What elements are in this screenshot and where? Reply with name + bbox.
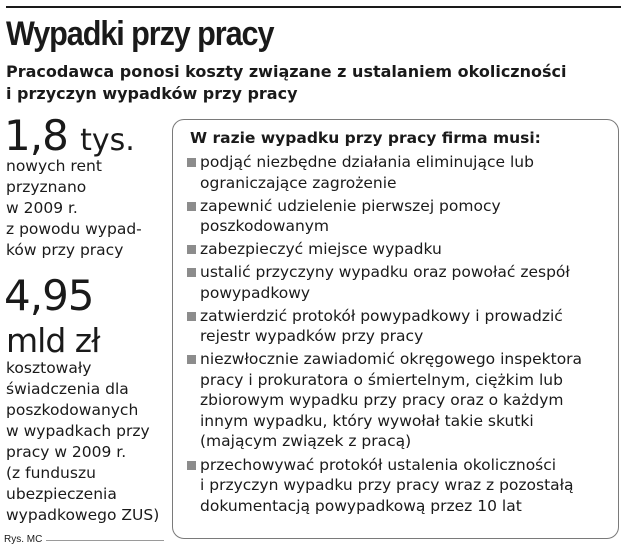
subtitle-line: i przyczyn wypadków przy pracy: [6, 84, 298, 103]
list-item: [187, 349, 612, 452]
list-item-line: rejestr wypadków przy pracy: [200, 327, 424, 346]
stat1-desc-line: z powodu wypad-: [6, 220, 142, 238]
list-item-line: dokumentacją powypadkową przez 10 lat: [200, 496, 522, 515]
stat1-desc-line: w 2009 r.: [6, 199, 78, 217]
stat2-value: 4,95: [4, 271, 94, 320]
square-bullet-icon: [187, 268, 196, 277]
list-item: [187, 152, 612, 193]
square-bullet-icon: [187, 158, 196, 167]
stat2-desc-line: poszkodowanych: [6, 401, 139, 419]
list-item-line: poszkodowanym: [200, 217, 330, 236]
list-item: [187, 306, 612, 347]
stat2-desc-line: pracy w 2009 r.: [6, 443, 127, 461]
list-item-line: (mającym związek z pracą): [200, 432, 412, 451]
stat2-description: [6, 358, 159, 526]
list-item: [187, 239, 612, 260]
subtitle: [6, 61, 566, 105]
square-bullet-icon: [187, 461, 196, 470]
stat1-value: 1,8: [4, 111, 68, 160]
page-title: Wypadki przy pracy: [6, 15, 274, 53]
list-item-line: zbiorowym wypadku przy pracy oraz o każdym: [200, 391, 564, 410]
list-item: [187, 455, 612, 517]
stat2-desc-line: w wypadkach przy: [6, 422, 150, 440]
stat2-desc-line: wypadkowego ZUS): [6, 506, 160, 524]
list-item-line: i przyczyn wypadku przy pracy wraz z pozostałą: [200, 476, 574, 495]
list-item-line: zapewnić udzielenie pierwszej pomocy: [200, 196, 501, 215]
stat2-desc-line: ubezpieczenia: [6, 485, 117, 503]
stat1-desc-line: nowych rent: [6, 157, 102, 175]
stat2-desc-line: kosztowały: [6, 359, 92, 377]
list-item-line: ustalić przyczyny wypadku oraz powołać zespół: [200, 263, 570, 282]
square-bullet-icon: [187, 245, 196, 254]
square-bullet-icon: [187, 355, 196, 364]
stat1-desc-line: przyznano: [6, 178, 87, 196]
stat1-desc-line: ków przy pracy: [6, 241, 124, 259]
list-item-line: niezwłocznie zawiadomić okręgowego inspektora: [200, 350, 583, 369]
list-item-line: podjąć niezbędne działania eliminujące lub: [200, 153, 534, 171]
stat2-desc-line: świadczenia dla: [6, 380, 129, 398]
list-item-line: innym wypadku, który wywołał takie skutki: [200, 411, 534, 430]
square-bullet-icon: [187, 202, 196, 211]
list-item-line: ograniczające zagrożenie: [200, 173, 397, 192]
list-item-line: zatwierdzić protokół powypadkowy i prowadzić: [200, 306, 563, 325]
obligations-list: [187, 152, 612, 519]
stat2-unit: mld zł: [6, 321, 100, 360]
stat2-desc-line: (z funduszu: [6, 464, 96, 482]
list-item-line: zabezpieczyć miejsce wypadku: [200, 240, 442, 259]
list-item-line: przechowywać protokół ustalenia okoliczności: [200, 455, 557, 474]
credit-text: Rys. MC: [4, 534, 43, 545]
list-item-line: pracy i prokuratora o śmiertelnym, ciężkim lub: [200, 370, 563, 389]
list-item-line: powypadkowy: [200, 283, 311, 302]
stat1-unit: tys.: [80, 123, 135, 158]
list-item: [187, 196, 612, 237]
list-item: [187, 262, 612, 303]
box-heading: W razie wypadku przy pracy firma musi:: [190, 129, 541, 147]
subtitle-line: Pracodawca ponosi koszty związane z ustalaniem okoliczności: [6, 62, 567, 81]
square-bullet-icon: [187, 312, 196, 321]
top-rule: [6, 6, 621, 8]
credit-rule: [46, 540, 164, 541]
stat1-description: [6, 156, 142, 261]
